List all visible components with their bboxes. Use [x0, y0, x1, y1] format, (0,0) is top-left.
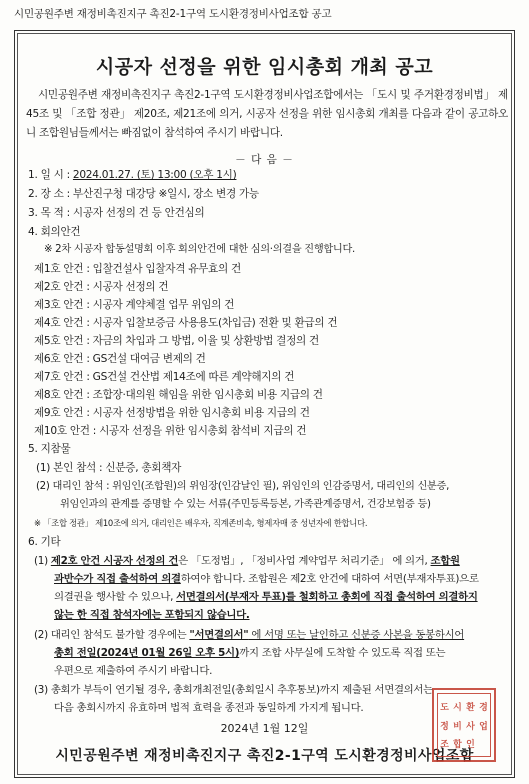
s6-p2-l1-a: (2) 대리인 참석도 불가할 경우에는	[34, 629, 190, 641]
seal-char: 시	[453, 702, 462, 713]
agenda-item: 제4호 안건 : 시공자 입찰보증금 사용용도(차입금) 전환 및 환급의 건	[34, 317, 338, 329]
s6-p2-l2-b: 까지 조합 사무실에 도착할 수 있도록 직접 또는	[239, 647, 446, 659]
agenda-item: 제7호 안건 : GS건설 건산법 제14조에 따른 계약해지의 건	[34, 371, 295, 383]
seal-char: 도	[440, 702, 449, 713]
s6-p1-line3	[54, 590, 478, 604]
agenda-item-text: GS건설 대여금 변제의 건	[92, 353, 206, 365]
section6-label: 6. 기타	[28, 536, 61, 548]
place-label: 2. 장 소	[28, 188, 64, 200]
s6-p1-l1-a: (1)	[34, 555, 51, 567]
s6-p2-line1	[34, 628, 464, 642]
section5-line2: (2) 대리인 참석 : 위임인(조합원)의 위임장(인감날인 필), 위임인의 인감증명서, 대리인의 신분증,	[36, 481, 450, 492]
agenda-note: ※ 2차 시공자 합동설명회 이후 회의안건에 대한 심의·의결을 진행합니다.	[44, 244, 355, 255]
purpose-row: 3. 목 적 : 시공자 선정의 건 등 안건심의	[28, 207, 205, 219]
section5-label: 5. 지참물	[28, 443, 71, 455]
s6-p1-l2-a: 과반수가 직접 출석하여 의결	[54, 573, 181, 585]
agenda-heading: － 다 음 －	[235, 154, 294, 166]
agenda-item-no: 제5호 안건	[34, 335, 84, 347]
date-value: 2024.01.27. (토) 13:00 (오후 1시)	[72, 169, 237, 181]
place-value: 부산진구청 대강당 ※일시, 장소 변경 가능	[72, 188, 259, 200]
s6-p2-l1-b: "서면결의서"	[189, 629, 249, 641]
purpose-label: 3. 목 적	[28, 207, 64, 219]
s6-p2-l2-a: 총회 전일(2024년 01월 26일 오후 5시)	[54, 647, 240, 659]
s6-p1-l1-c: 은 「도정법」, 「정비사업 계약업무 처리기준」 에 의거,	[178, 555, 431, 567]
agenda-item-text: 시공자 선정방법을 위한 임시총회 비용 지급의 건	[92, 407, 310, 419]
agenda-item: 제6호 안건 : GS건설 대여금 변제의 건	[34, 353, 206, 365]
seal-char: 업	[479, 721, 488, 732]
seal-char: 비	[453, 721, 462, 732]
s6-p1-line2	[54, 572, 479, 586]
agenda-item-text: 조합장·대의원 해임을 위한 임시총회 비용 지급의 건	[92, 389, 323, 401]
section5-line1-label: (1) 본인 참석	[36, 462, 96, 474]
header-top: 시민공원주변 재정비촉진지구 촉진2-1구역 도시환경정비사업조합 공고	[14, 8, 332, 20]
seal-grid	[437, 693, 491, 757]
agenda-item: 제2호 안건 : 시공자 선정의 건	[34, 281, 169, 293]
agenda-item: 제1호 안건 : 입찰건설사 입찰자격 유무효의 건	[34, 263, 241, 275]
section5-line1-value: 신분증, 총회책자	[105, 462, 182, 474]
agenda-label: 4. 회의안건	[28, 226, 81, 238]
s6-p2-l1-c: 에 서명 또는 날인하고 신분증 사본을 동봉하시어	[248, 629, 465, 641]
agenda-item: 제3호 안건 : 시공자 계약체결 업무 위임의 건	[34, 299, 235, 311]
agenda-item-text: 시공자 입찰보증금 사용용도(차입금) 전환 및 환급의 건	[92, 317, 338, 329]
s6-p2-l3-a: 우편으로 제출하여 주시기 바랍니다.	[54, 665, 213, 677]
section5-line2-label: (2) 대리인 참석	[36, 481, 104, 492]
seal-char: 경	[479, 702, 488, 713]
s6-p1-l2-b: 하여야 합니다. 조합원은 제2호 안건에 대하여 서면(부재자투표)으로	[180, 573, 479, 585]
agenda-item-no: 제7호 안건	[34, 371, 84, 383]
seal-char: 사	[466, 721, 475, 732]
s6-p1-l3-a: 의결권을 행사할 수 있으나,	[54, 591, 177, 603]
seal-char: 조	[440, 740, 449, 751]
seal-char: 합	[453, 740, 462, 751]
s6-p3-line2	[54, 701, 363, 715]
agenda-item-text: GS건설 건산법 제14조에 따른 계약해지의 건	[92, 371, 295, 383]
agenda-item: 제10호 안건 : 시공자 선정을 위한 임시총회 참석비 지급의 건	[34, 425, 307, 437]
section5-note: ※ 「조합 정관」 제10조에 의거, 대리인은 배우자, 직계존비속, 형제자매 중 성년자에 한합니다.	[34, 518, 368, 528]
s6-p1-l1-b: 제2호 안건 시공자 선정의 건	[50, 555, 179, 567]
s6-p1-l3-b: 서면결의서(부재자 투표)를 철회하고 총회에 직접 출석하여 의결하지	[176, 591, 478, 603]
agenda-item-text: 입찰건설사 입찰자격 유무효의 건	[92, 263, 241, 275]
agenda-item-no: 제2호 안건	[34, 281, 84, 293]
section5-line1: (1) 본인 참석 : 신분증, 총회책자	[36, 462, 182, 474]
s6-p2-line3	[54, 664, 212, 678]
agenda-item-text: 시공자 계약체결 업무 위임의 건	[92, 299, 235, 311]
s6-p3-l2-a: 다음 총회시까지 유효하며 법적 효력을 종전과 동일하게 가지게 됩니다.	[54, 702, 364, 714]
s6-p1-l4-a: 않는 한 직접 참석자에는 포함되지 않습니다.	[54, 609, 250, 621]
footer-organization: 시민공원주변 재정비촉진지구 촉진2-1구역 도시환경정비사업조합	[55, 748, 474, 764]
agenda-item-no: 제3호 안건	[34, 299, 84, 311]
intro-paragraph: 시민공원주변 재정비촉진지구 촉진2-1구역 도시환경정비사업조합에서는 「도시 및 주거환경정비법」 제45조 및 「조합 정관」 제20조, 제21조에 의거, 시공자 선정을 위한 임시총회 개최를 다음과 같이 공고하오니 조합원님들께서는 빠짐없이 참석하여 주시기 바랍니다.	[26, 89, 508, 139]
s6-p1-line4	[54, 608, 250, 622]
page-title: 시공자 선정을 위한 임시총회 개최 공고	[95, 56, 434, 78]
agenda-item: 제5호 안건 : 자금의 차입과 그 방법, 이율 및 상환방법 결정의 건	[34, 335, 319, 347]
agenda-item-no: 제8호 안건	[34, 389, 84, 401]
section5-line2-value: 위임인(조합원)의 위임장(인감날인 필), 위임인의 인감증명서, 대리인의 신분증,	[112, 481, 450, 492]
section5-line2-cont: 위임인과의 관계를 증명할 수 있는 서류(주민등록등본, 가족관계증명서, 건강보험증 등)	[60, 499, 431, 510]
s6-p3-line1	[34, 683, 433, 697]
place-row: 2. 장 소 : 부산진구청 대강당 ※일시, 장소 변경 가능	[28, 188, 259, 200]
union-seal	[432, 688, 496, 762]
agenda-item-no: 제10호 안건	[34, 425, 90, 437]
s6-p2-line2	[54, 646, 445, 660]
seal-char: 환	[466, 702, 475, 713]
date-label: 1. 일 시	[28, 169, 64, 181]
agenda-item: 제8호 안건 : 조합장·대의원 해임을 위한 임시총회 비용 지급의 건	[34, 389, 323, 401]
purpose-value: 시공자 선정의 건 등 안건심의	[72, 207, 205, 219]
agenda-item-no: 제9호 안건	[34, 407, 84, 419]
agenda-item-no: 제4호 안건	[34, 317, 84, 329]
date-row: 1. 일 시 : 2024.01.27. (토) 13:00 (오후 1시)	[28, 169, 237, 181]
agenda-item-no: 제6호 안건	[34, 353, 84, 365]
agenda-item-text: 시공자 선정을 위한 임시총회 참석비 지급의 건	[99, 425, 307, 437]
seal-char: 정	[440, 721, 449, 732]
s6-p1-l1-d: 조합원	[430, 555, 460, 567]
agenda-item-text: 시공자 선정의 건	[92, 281, 169, 293]
agenda-item: 제9호 안건 : 시공자 선정방법을 위한 임시총회 비용 지급의 건	[34, 407, 310, 419]
seal-char: 인	[466, 740, 475, 751]
s6-p1-line1	[34, 554, 460, 568]
issue-date: 2024년 1월 12일	[220, 722, 309, 735]
agenda-item-no: 제1호 안건	[34, 263, 84, 275]
agenda-item-text: 자금의 차입과 그 방법, 이율 및 상환방법 결정의 건	[92, 335, 319, 347]
s6-p3-l1-a: (3) 총회가 부득이 연기될 경우, 총회개최전일(총회일시 추후통보)까지 제출된 서면결의서는	[34, 684, 433, 696]
